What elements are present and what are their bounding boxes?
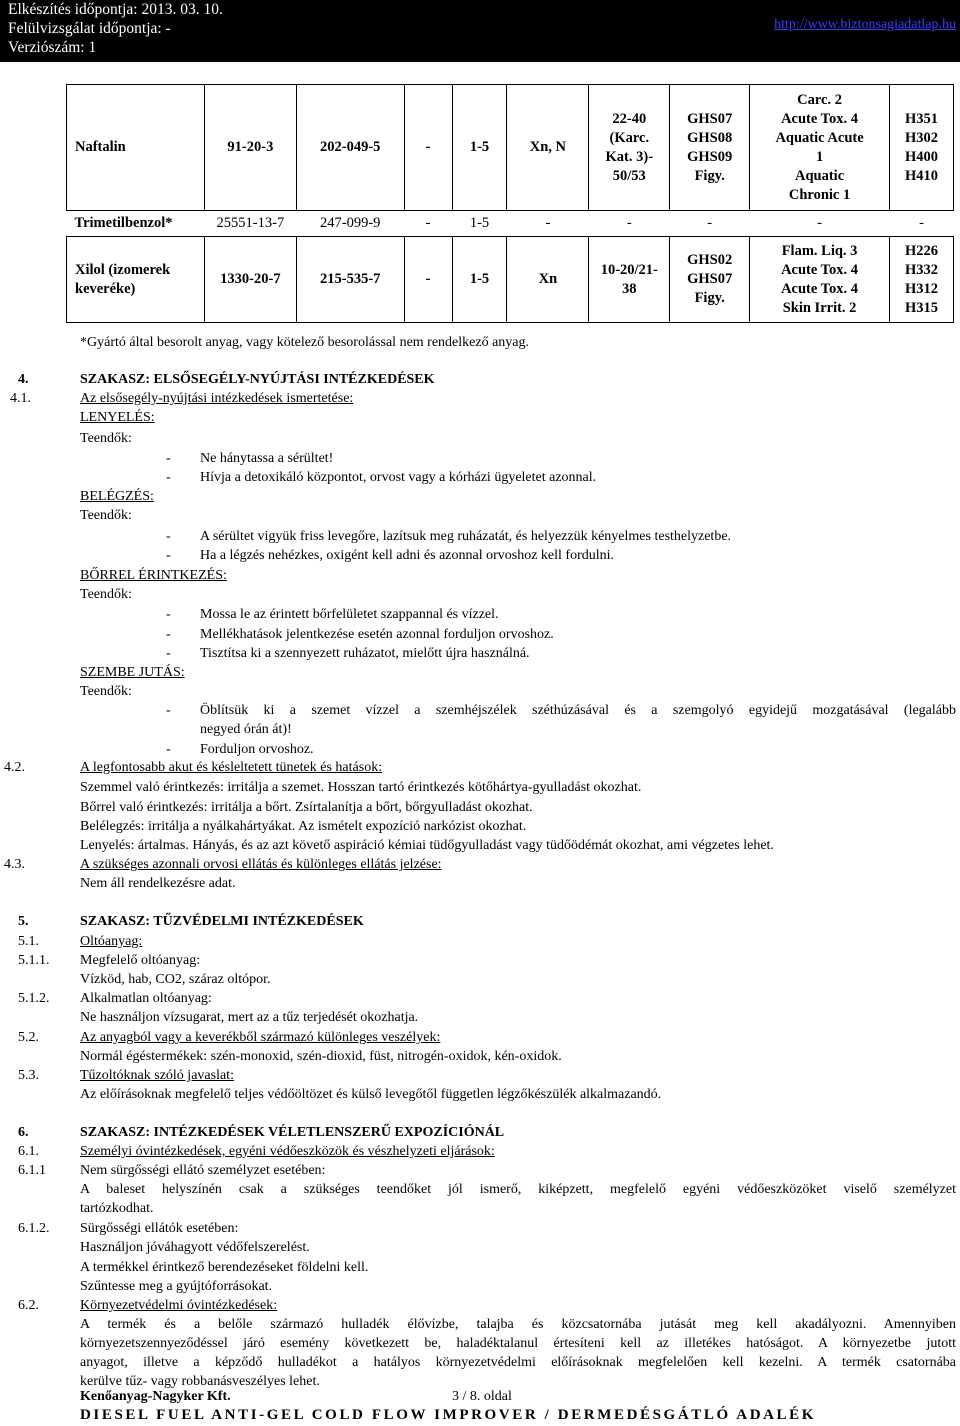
table-row-naftalin (67, 85, 954, 211)
subsection-number: 5.3. (18, 1068, 39, 1083)
text-line: Ne használjon vízsugarat, mert az a tűz terjedését okozhatja. (80, 1010, 419, 1025)
todo-label: Teendők: (80, 508, 132, 523)
cell-r-phrases (589, 85, 670, 211)
text-line: Szűntesse meg a gyújtóforrásokat. (80, 1279, 273, 1294)
bullet-dash: - (166, 607, 171, 622)
r-line: 50/53 (612, 167, 646, 184)
created-date: Elkészítés időpontja: 2013. 03. 10. (8, 1, 223, 18)
list-item: Tisztítsa ki a szennyezett ruházatot, mielőtt újra használná. (200, 646, 530, 661)
list-item: Mossa le az érintett bőrfelületet szappannal és vízzel. (200, 607, 499, 622)
bullet-dash: - (166, 646, 171, 661)
text-line: A termékkel érintkező berendezéseket földelni kell. (80, 1260, 369, 1275)
bullet-dash: - (166, 529, 171, 544)
cell-ghs: - (707, 215, 713, 231)
list-item: Hívja a detoxikáló központot, orvost vagy a kórházi ügyeletet azonnal. (200, 470, 597, 485)
h-line: H332 (904, 261, 938, 278)
h-line: H315 (904, 299, 938, 316)
text-line: Vízköd, hab, CO2, száraz oltópor. (80, 972, 271, 987)
ghs-line: GHS08 (687, 129, 733, 146)
cell-ec: 247-099-9 (320, 215, 381, 231)
cell-name: Trimetilbenzol* (74, 215, 173, 231)
cell-index: - (404, 85, 452, 211)
subsection-title: Megfelelő oltóanyag: (80, 953, 201, 968)
cell-conc: 1-5 (452, 85, 507, 211)
website-link[interactable]: http://www.biztonsagiadatlap.hu (774, 17, 956, 32)
r-line: (Karc. (609, 129, 650, 146)
section-6-title: SZAKASZ: INTÉZKEDÉSEK VÉLETLENSZERŰ EXPOZÍCIÓNÁL (80, 1125, 505, 1140)
list-item: Öblítsük ki a szemet vízzel a szemhéjszélek széthúzásával és a szemgolyó egyidejű mozgatásával (legalább (200, 703, 956, 718)
subsection-title: Személyi óvintézkedések, egyéni védőeszközök és vészhelyzeti eljárások: (80, 1144, 495, 1159)
subsection-number: 4.2. (4, 760, 25, 775)
h-line: H312 (904, 280, 938, 297)
cell-cas: 1330-20-7 (204, 237, 296, 323)
h-line: H226 (904, 242, 938, 259)
class-line: Flam. Liq. 3 (781, 242, 858, 259)
bullet-dash: - (166, 548, 171, 563)
r-line: 22-40 (612, 110, 647, 127)
ghs-line: Figy. (694, 167, 725, 184)
class-line: Aquatic Acute (775, 129, 864, 146)
text-line: A termék és a belőle származó hulladék élővízbe, talajba és közcsatornába jutását meg kell akadályozni. Amennyiben (80, 1317, 956, 1332)
heading-inhalation: BELÉGZÉS: (80, 489, 154, 504)
bullet-dash: - (166, 451, 171, 466)
ghs-line: GHS07 (687, 271, 733, 287)
cell-ghs (670, 237, 750, 323)
class-line: Chronic 1 (788, 186, 851, 203)
class-line: Carc. 2 (797, 91, 842, 108)
list-item: A sérültet vigyük friss levegőre, lazítsuk meg ruházatát, és helyezzük kényelmes testhelyzetbe. (200, 529, 732, 544)
cell-h-statements: - (919, 215, 924, 231)
subsection-title: Tűzoltóknak szóló javaslat: (80, 1068, 234, 1083)
r-line: Kat. 3)- (605, 148, 654, 165)
cell-cas: 91-20-3 (204, 85, 296, 211)
bullet-dash: - (166, 703, 171, 718)
text-line: kerülve tűz- vagy robbanásveszélyes lehet. (80, 1374, 320, 1389)
r-line: 10-20/21- (600, 261, 658, 278)
cell-r-phrases: - (626, 215, 632, 231)
text-line: tartózkodhat. (80, 1201, 154, 1216)
cell-ec: 202-049-5 (296, 85, 404, 211)
subsection-title: Nem sürgősségi ellátó személyzet esetében: (80, 1163, 326, 1178)
name-line: keveréke) (75, 280, 136, 297)
list-item-continued: negyed órán át)! (200, 722, 292, 737)
cell-r-phrases (589, 237, 670, 323)
list-item: Mellékhatások jelentkezése esetén azonnal forduljon orvoshoz. (200, 627, 554, 642)
section-4-number: 4. (18, 372, 29, 387)
h-line: H351 (904, 110, 938, 127)
text-line: anyagot, illetve a képződő hulladékot a hatályos környezetvédelmi előírásoknak megfelelően kell kezelni. A termék csatornába (80, 1355, 956, 1370)
list-item: Ha a légzés nehézkes, oxigént kell adni és azonnal orvoshoz kell fordulni. (200, 548, 615, 563)
cell-cas: 25551-13-7 (216, 215, 285, 231)
class-line: Acute Tox. 4 (781, 110, 859, 127)
cell-classification: - (817, 215, 822, 231)
subsection-number: 5.1.2. (18, 991, 50, 1006)
subsection-title: Környezetvédelmi óvintézkedések: (80, 1298, 278, 1313)
text-line: Szemmel való érintkezés: irritálja a szemet. Hosszan tartó érintkezés kötőhártya-gyulladást okozhat. (80, 780, 642, 795)
revised-date: Felülvizsgálat időpontja: - (8, 20, 171, 37)
class-line: Aquatic (794, 167, 845, 184)
table-row-trimetilbenzol (67, 211, 954, 237)
section-5-number: 5. (18, 914, 29, 929)
text-line: Lenyelés: ártalmas. Hányás, és az azt követő aspiráció kémiai tüdőgyulladást vagy tüdőödémát okozhat, ami végzetes lehet. (80, 838, 774, 853)
class-line: Acute Tox. 4 (781, 261, 859, 278)
subsection-title: Az elsősegély-nyújtási intézkedések ismertetése: (80, 391, 354, 406)
heading-ingestion: LENYELÉS: (80, 410, 155, 425)
text-line: Bőrrel való érintkezés: irritálja a bőrt. Zsírtalanítja a bőrt, bőrgyulladást okozhat. (80, 800, 533, 815)
section-5-title: SZAKASZ: TŰZVÉDELMI INTÉZKEDÉSEK (80, 914, 364, 929)
ghs-line: GHS09 (687, 148, 733, 165)
subsection-title: Sürgősségi ellátók esetében: (80, 1221, 239, 1236)
subsection-number: 4.1. (10, 391, 31, 406)
list-item: Forduljon orvoshoz. (200, 742, 314, 757)
class-line: Acute Tox. 4 (781, 280, 859, 297)
footer-product-name: DIESEL FUEL ANTI-GEL COLD FLOW IMPROVER / DERMEDÉSGÁTLÓ ADALÉK (80, 1407, 817, 1423)
text-line: Belélegzés: irritálja a nyálkahártyákat. Az ismételt expozíció narkózist okozhat. (80, 819, 527, 834)
ghs-line: GHS02 (687, 252, 733, 268)
cell-name (67, 237, 205, 323)
table-row-xilol (67, 237, 954, 323)
cell-h-statements (889, 85, 953, 211)
cell-index: - (404, 237, 452, 323)
list-item: Ne hánytassa a sérültet! (200, 451, 334, 466)
footer-company: Kenőanyag-Nagyker Kft. (80, 1389, 231, 1404)
subsection-title: A legfontosabb akut és késleltetett tünetek és hatások: (80, 760, 383, 775)
cell-name: Naftalin (67, 85, 205, 211)
cell-ec: 215-535-7 (296, 237, 404, 323)
cell-conc: 1-5 (452, 237, 507, 323)
cell-symbol: Xn (507, 237, 589, 323)
cell-classification (750, 85, 890, 211)
cell-ghs (670, 85, 750, 211)
text-line: A baleset helyszínén csak a szükséges teendőket jól ismerő, kiképzett, megfelelő egyéni védőeszközöket viselő személyzet (80, 1182, 956, 1197)
ingredients-table (66, 84, 954, 323)
cell-index: - (425, 215, 431, 231)
text-line: Használjon jóváhagyott védőfelszerelést. (80, 1240, 310, 1255)
subsection-number: 4.3. (4, 857, 25, 872)
subsection-number: 6.1.2. (18, 1221, 50, 1236)
text-line: környezetszennyeződéssel járó esemény következett be, haladéktalanul értesíteni kell az illetékes hatóságot. A környezetbe jutott (80, 1336, 956, 1351)
cell-symbol: - (545, 215, 551, 231)
subsection-number: 6.2. (18, 1298, 39, 1313)
class-line: Skin Irrit. 2 (782, 299, 857, 316)
todo-label: Teendők: (80, 431, 132, 446)
class-line: 1 (815, 148, 824, 165)
text-line: Normál égéstermékek: szén-monoxid, szén-dioxid, füst, nitrogén-oxidok, kén-oxidok. (80, 1049, 562, 1064)
header-info (8, 0, 223, 57)
cell-conc: 1-5 (469, 215, 490, 231)
h-line: H400 (904, 148, 938, 165)
todo-label: Teendők: (80, 587, 132, 602)
subsection-title: Oltóanyag: (80, 934, 143, 949)
ghs-line: GHS07 (687, 110, 733, 127)
cell-symbol: Xn, N (507, 85, 589, 211)
todo-label: Teendők: (80, 684, 132, 699)
subsection-number: 6.1. (18, 1144, 39, 1159)
h-line: H410 (904, 167, 938, 184)
subsection-number: 5.2. (18, 1030, 39, 1045)
version-number: Verziószám: 1 (8, 39, 97, 56)
footer-page-number: 3 / 8. oldal (452, 1389, 512, 1404)
section-6-number: 6. (18, 1125, 29, 1140)
section-4-title: SZAKASZ: ELSŐSEGÉLY-NYÚJTÁSI INTÉZKEDÉSEK (80, 372, 435, 387)
cell-classification (750, 237, 890, 323)
subsection-number: 6.1.1 (18, 1163, 46, 1178)
h-line: H302 (904, 129, 938, 146)
heading-eye-contact: SZEMBE JUTÁS: (80, 665, 185, 680)
text-line: Az előírásoknak megfelelő teljes védőöltözet és külső levegőtől független légzőkészülék alkalmazandó. (80, 1087, 662, 1102)
bullet-dash: - (166, 470, 171, 485)
cell-h-statements (889, 237, 953, 323)
subsection-title: Az anyagból vagy a keverékből származó különleges veszélyek: (80, 1030, 441, 1045)
r-line: 38 (622, 280, 637, 297)
ghs-line: Figy. (694, 290, 725, 306)
subsection-title: A szükséges azonnali orvosi ellátás és különleges ellátás jelzése: (80, 857, 442, 872)
bullet-dash: - (166, 742, 171, 757)
document-header (0, 0, 960, 62)
bullet-dash: - (166, 627, 171, 642)
heading-skin-contact: BŐRREL ÉRINTKEZÉS: (80, 568, 227, 583)
name-line: Xilol (izomerek (75, 261, 171, 278)
subsection-number: 5.1. (18, 934, 39, 949)
subsection-title: Alkalmatlan oltóanyag: (80, 991, 212, 1006)
table-footnote: *Gyártó által besorolt anyag, vagy kötelező besorolással nem rendelkező anyag. (80, 335, 530, 350)
subsection-number: 5.1.1. (18, 953, 50, 968)
text-line: Nem áll rendelkezésre adat. (80, 876, 236, 891)
